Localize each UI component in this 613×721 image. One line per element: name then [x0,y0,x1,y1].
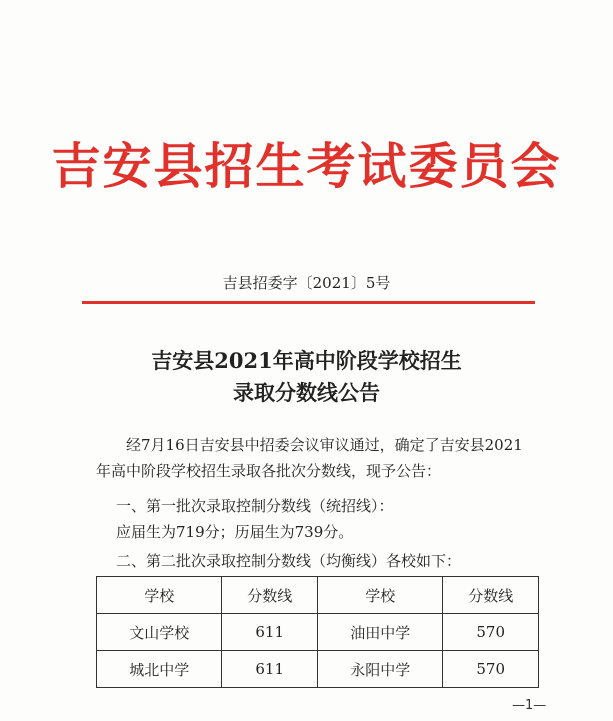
section-2-heading: 二、第二批次录取控制分数线（均衡线）各校如下： [116,552,462,570]
table-header-cell: 学校 [317,577,442,614]
page-number: —1— [512,698,547,713]
red-divider [82,301,535,304]
table-cell: 570 [443,614,539,651]
table-row [97,651,539,688]
table-cell: 570 [443,651,539,688]
title-line-1: 吉安县2021年高中阶段学校招生 [151,348,462,373]
title-line-2: 录取分数线公告 [233,380,380,405]
table-header-cell: 学校 [97,577,222,614]
table-header-cell: 分数线 [443,577,539,614]
section-1-detail: 应届生为719分；历届生为739分。 [116,523,354,541]
table-header-row [97,577,539,614]
table-cell: 永阳中学 [317,651,442,688]
intro-paragraph: 经7月16日吉安县中招委会议审议通过，确定了吉安县2021年高中阶段学校招生录取各批次分数线，现予公告： [96,436,523,480]
table-cell: 文山学校 [97,614,222,651]
table-cell: 城北中学 [97,651,222,688]
table-cell: 611 [222,651,318,688]
score-table [96,576,539,688]
section-1-heading: 一、第一批次录取控制分数线（统招线）： [116,497,394,515]
agency-header: 吉安县招生考试委员会 [51,137,562,195]
table-cell: 611 [222,614,318,651]
table-cell: 油田中学 [317,614,442,651]
table-row [97,614,539,651]
document-number: 吉县招委字〔2021〕5号 [222,274,391,292]
table-header-cell: 分数线 [222,577,318,614]
document-title [0,345,613,409]
